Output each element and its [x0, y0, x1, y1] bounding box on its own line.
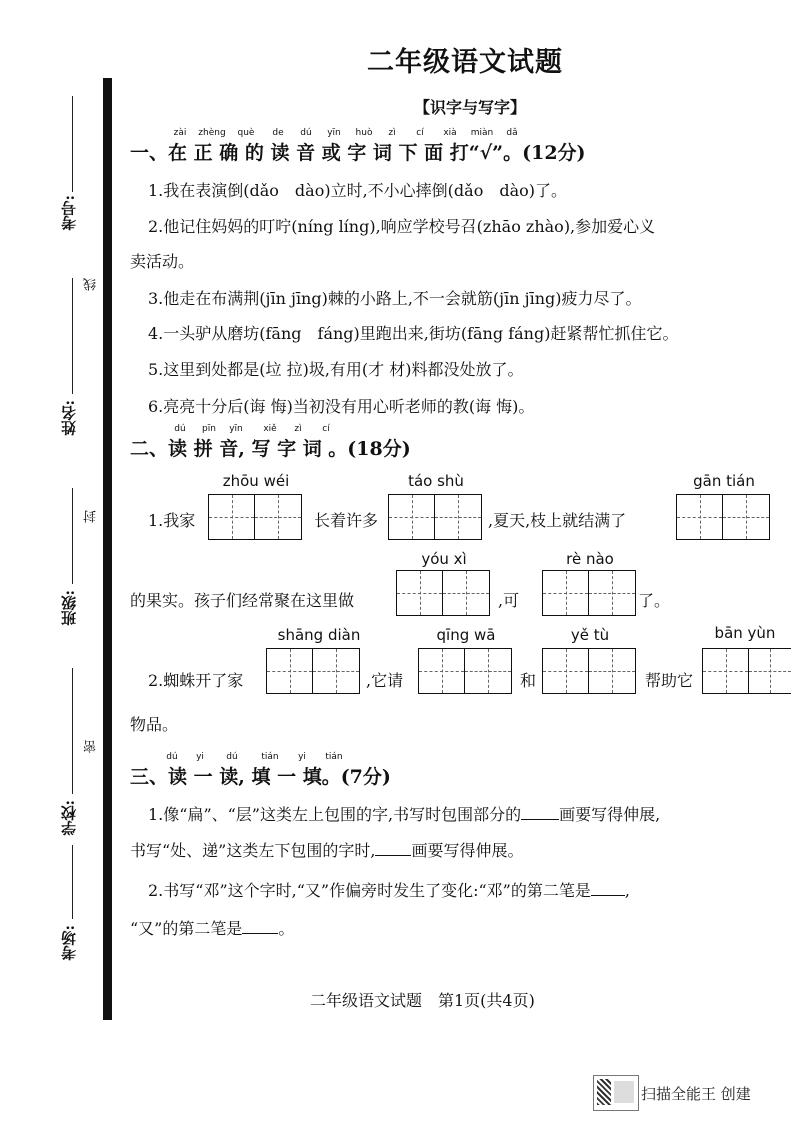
q3-item-2a-tail: , [624, 881, 630, 900]
fill-blank[interactable] [375, 841, 411, 856]
pinyin-annotation: zì [294, 424, 302, 434]
pinyin-yetu: yě tù [570, 626, 610, 644]
q2-line4: 物品。 [130, 715, 179, 734]
q2-line1-mid2: ,夏天,枝上就结满了 [488, 511, 627, 530]
exam-number-line [72, 96, 73, 192]
pinyin-annotation: cí [416, 128, 424, 138]
section-tag: 【识字与写字】 [413, 98, 526, 117]
pinyin-qingwa: qīng wā [436, 626, 496, 644]
q1-item-1: 1.我在表演倒(dǎo dào)立时,不小心摔倒(dǎo dào)了。 [148, 181, 567, 200]
name-label: 姓名: [60, 400, 78, 436]
q3-item-2a [148, 878, 630, 901]
answer-grid-taoshu[interactable] [388, 494, 482, 540]
fill-blank[interactable] [521, 805, 559, 820]
pinyin-annotation: yīn [327, 128, 341, 138]
school-line [72, 668, 73, 794]
pinyin-annotation: zhèng [198, 128, 226, 138]
cut-mark-seal: 封 [84, 510, 99, 523]
fill-blank[interactable] [242, 919, 278, 934]
q2-line2-mid1: ,可 [498, 591, 520, 610]
q1-item-3: 3.他走在布满荆(jīn jīng)棘的小路上,不一会就筋(jīn jīng)疲力尽了。 [148, 289, 642, 308]
pinyin-annotation: tián [261, 752, 279, 762]
q1-item-6: 6.亮亮十分后(诲 悔)当初没有用心听老师的教(诲 悔)。 [148, 397, 535, 416]
pinyin-annotation: yi [298, 752, 306, 762]
q2-heading: 二、读 拼 音, 写 字 词 。(18分) [130, 438, 411, 460]
name-line [72, 278, 73, 394]
pinyin-annotation: dú [166, 752, 178, 762]
q2-line3-prefix: 2.蜘蛛开了家 [148, 671, 244, 690]
answer-grid-zhouwei[interactable] [208, 494, 302, 540]
pinyin-annotation: xià [443, 128, 457, 138]
q2-line2-prefix: 的果实。孩子们经常聚在这里做 [130, 591, 355, 610]
q3-item-2b [130, 916, 294, 939]
pinyin-youxi: yóu xì [421, 550, 467, 568]
binding-bar [103, 78, 112, 1020]
pinyin-renao: rè nào [566, 550, 614, 568]
pinyin-annotation: yi [196, 752, 204, 762]
pinyin-annotation: yīn [229, 424, 243, 434]
q1-item-2: 2.他记住妈妈的叮咛(níng líng),响应学校号召(zhāo zhào),参加爱心义 [148, 217, 656, 236]
q3-item-1b-tail: 画要写得伸展。 [411, 841, 524, 860]
page-title: 二年级语文试题 [367, 47, 563, 78]
answer-grid-shangdian[interactable] [266, 648, 360, 694]
pinyin-annotation: dú [174, 424, 186, 434]
pinyin-annotation: dú [226, 752, 238, 762]
answer-grid-renao[interactable] [542, 570, 636, 616]
pinyin-taoshu: táo shù [408, 472, 464, 490]
q2-line2-suffix: 了。 [638, 591, 671, 610]
q3-item-1b-text: 书写“处、递”这类左下包围的字时, [130, 841, 376, 860]
cut-mark-line: 线 [84, 278, 99, 291]
pinyin-annotation: de [272, 128, 284, 138]
class-line [72, 488, 73, 584]
q2-line3-mid1: ,它请 [366, 671, 404, 690]
cut-mark-secret: 密 [84, 740, 99, 753]
answer-grid-qingwa[interactable] [418, 648, 512, 694]
school-label: 学校: [60, 800, 78, 836]
pinyin-annotation: pīn [202, 424, 216, 434]
exam-room-line [72, 845, 73, 919]
q2-line3-mid2: 和 [520, 671, 537, 690]
class-label: 班级: [60, 590, 78, 626]
q1-item-2-cont: 卖活动。 [130, 252, 195, 271]
pinyin-annotation: zài [173, 128, 187, 138]
answer-grid-youxi[interactable] [396, 570, 490, 616]
pinyin-annotation: cí [322, 424, 330, 434]
page-footer: 二年级语文试题 第1页(共4页) [310, 991, 535, 1010]
exam-room-label: 考场: [60, 925, 78, 961]
pinyin-annotation: zì [388, 128, 396, 138]
pinyin-annotation: huò [355, 128, 373, 138]
q2-line3-mid3: 帮助它 [645, 671, 694, 690]
q1-item-5: 5.这里到处都是(垃 拉)圾,有用(才 材)料都没处放了。 [148, 360, 524, 379]
q3-item-2a-text: 2.书写“邓”这个字时,“又”作偏旁时发生了变化:“邓”的第二笔是 [148, 881, 591, 900]
pinyin-annotation: què [237, 128, 255, 138]
q3-item-2b-text: “又”的第二笔是 [130, 919, 243, 938]
pinyin-banyun: bān yùn [714, 624, 776, 642]
q1-heading: 一、在 正 确 的 读 音 或 字 词 下 面 打“√”。(12分) [130, 142, 586, 164]
answer-grid-banyun[interactable] [702, 648, 791, 694]
fill-blank[interactable] [591, 881, 625, 896]
q3-item-1a-tail: 画要写得伸展, [559, 805, 661, 824]
scanner-logo-icon [593, 1075, 639, 1111]
pinyin-annotation: dǎ [506, 128, 518, 138]
pinyin-annotation: miàn [470, 128, 494, 138]
pinyin-gantian: gān tián [693, 472, 755, 490]
pinyin-annotation: xiě [263, 424, 277, 434]
q3-item-1a [148, 802, 660, 825]
q3-item-1b [130, 838, 523, 861]
exam-number-label: 考号: [60, 195, 78, 231]
pinyin-zhouwei: zhōu wéi [222, 472, 290, 490]
q2-line1-prefix: 1.我家 [148, 511, 196, 530]
pinyin-shangdian: shāng diàn [277, 626, 361, 644]
q3-heading: 三、读 一 读, 填 一 填。(7分) [130, 766, 391, 788]
q1-item-4: 4.一头驴从磨坊(fāng fáng)里跑出来,街坊(fāng fáng)赶紧帮忙抓住它。 [148, 324, 679, 343]
scanner-watermark: 扫描全能王 创建 [641, 1085, 751, 1103]
answer-grid-gantian[interactable] [676, 494, 770, 540]
pinyin-annotation: dú [300, 128, 312, 138]
pinyin-annotation: tián [325, 752, 343, 762]
answer-grid-yetu[interactable] [542, 648, 636, 694]
q3-item-1a-text: 1.像“扁”、“层”这类左上包围的字,书写时包围部分的 [148, 805, 522, 824]
q3-item-2b-tail: 。 [278, 919, 295, 938]
q2-line1-mid1: 长着许多 [314, 511, 379, 530]
